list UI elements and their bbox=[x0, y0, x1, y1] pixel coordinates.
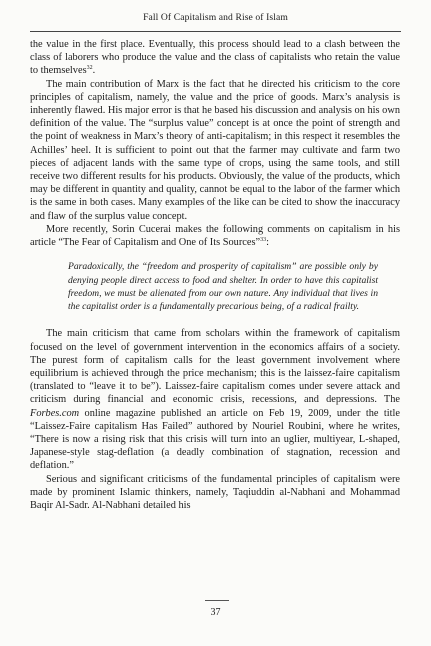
paragraph-marx-contribution: The main contribution of Marx is the fact that he directed his criticism to the core principles of capitalism, namely, the value and the price of goods. Marx’s analysis is inherently flawed. His major error is that he based his discussion and analysis on his own definition of the value. The “surplus value” concept is at once the point of strength and the point of weakness in Marx’s theory of anti-capitalism; in this respect it resembles the Achilles’ heel. It is sufficient to point out that the farmer may cultivate and farm two pieces of adjacent lands with the same type of crops, using the same tools, and still receive two different results for his products. Obviously, the value of the products, which may be different in quantity and quality, cannot be equal to the labor of the farmer which is the same in both cases. Many examples of the like can be cited to show the inaccuracy and flaw of the surplus value concept. bbox=[30, 78, 400, 222]
paragraph-laissez-faire: The main criticism that came from scholars within the framework of capitalism focused on the level of government intervention in the economics affairs of a society. The purest form of capitalism calls for the least government involvement where equilibrium is achieved through the price mechanism; this is the laissez-faire capitalism (translated to “leave it to be”). Laissez-faire capitalism comes under severe attack and criticism during financial and economic crisis, recessions, and depressions. The Forbes.com online magazine published an article on Feb 19, 2009, under the title “Laissez-Faire capitalism Has Failed” authored by Nouriel Roubini, where he writes, “There is now a rising risk that this crisis will turn into an uglier, multiyear, L-shaped, Japanese-style stag-deflation (a deadly combination of stagnation, recession and deflation.” bbox=[30, 328, 400, 472]
footnote-ref-32[interactable]: 32 bbox=[86, 65, 93, 72]
paragraph-islamic-thinkers: Serious and significant criticisms of the fundamental principles of capitalism were made by prominent Islamic thinkers, namely, Taqiuddin al-Nabhani and Mohammad Baqir Al-Sadr. Al-Nabhani detailed his bbox=[30, 473, 400, 512]
publication-name: Forbes.com bbox=[30, 407, 80, 419]
page-number: 37 bbox=[210, 607, 221, 618]
paragraph-cucerai-intro: More recently, Sorin Cucerai makes the following comments on capitalism in his article “The Fear of Capitalism and One of Its Sources”$^{33}$: bbox=[30, 223, 400, 249]
block-quote: Paradoxically, the “freedom and prosperity of capitalism” are possible only by denying people direct access to food and shelter. In order to have this capitalist freedom, we must be alienated from our own nature. Any individual that lives in the capitalist order is a fundamentally precarious being, of a radical frailty. bbox=[68, 261, 378, 313]
page-body bbox=[30, 38, 400, 512]
paragraph-continuation: the value in the first place. Eventually, this process should lead to a clash between the class of laborers who produce the value and the class of capitalists who retain the value to themselves$^{32}$. bbox=[30, 39, 400, 77]
footnote-ref-33[interactable]: 33 bbox=[260, 237, 267, 244]
footer-rule bbox=[205, 600, 229, 601]
running-head: Fall Of Capitalism and Rise of Islam bbox=[143, 12, 288, 23]
header-rule bbox=[30, 31, 401, 32]
